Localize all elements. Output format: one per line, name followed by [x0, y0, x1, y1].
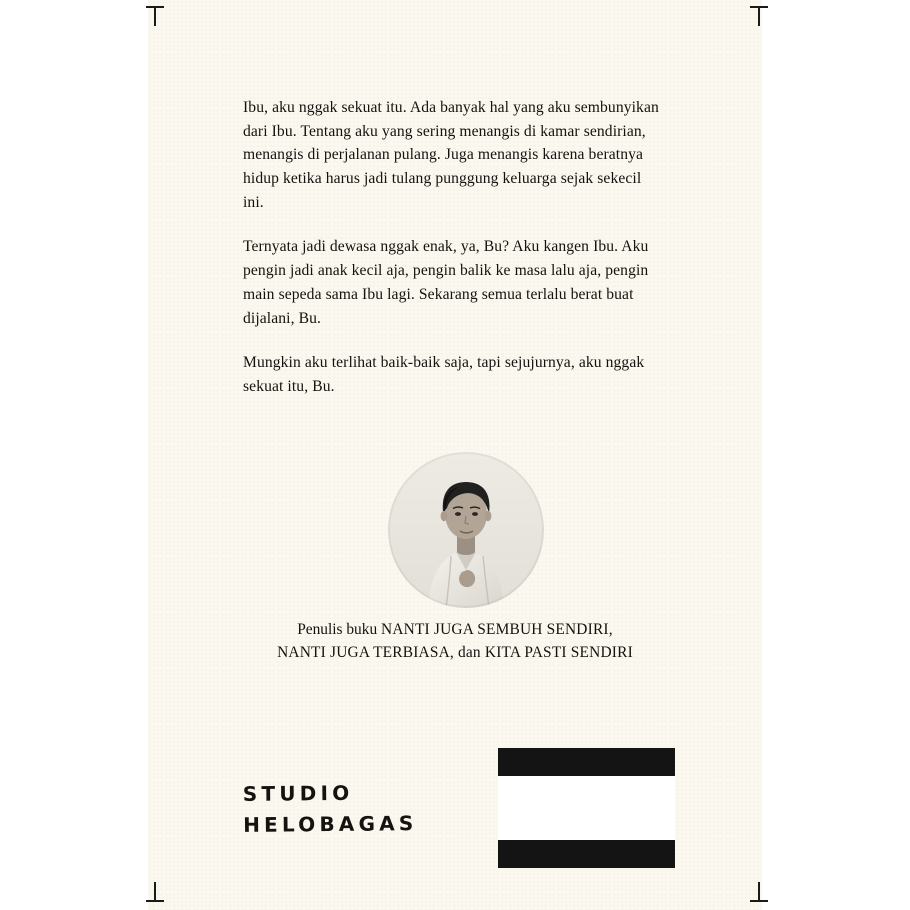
- studio-wordmark: [243, 777, 418, 841]
- cover-body-copy: [243, 96, 663, 399]
- publisher-flag-logo: [498, 748, 675, 868]
- wordmark-line-2: HELOBAGAS: [243, 811, 418, 837]
- paragraph-3: Mungkin aku terlihat baik-baik saja, tapi sejujurnya, aku nggak sekuat itu, Bu.: [243, 354, 645, 395]
- flag-field: [498, 776, 675, 840]
- caption-titles-line-1: NANTI JUGA SEMBUH SENDIRI,: [381, 621, 613, 638]
- author-caption: [225, 618, 685, 664]
- author-portrait: [388, 452, 544, 608]
- crop-mark-top-right: [748, 6, 768, 26]
- crop-mark-top-left: [146, 6, 166, 26]
- paragraph-2: Ternyata jadi dewasa nggak enak, ya, Bu? Aku kangen Ibu. Aku pengin jadi anak kecil aja, pengin balik ke masa lalu aja, pengin main sepeda sama Ibu lagi. Sekarang semua terlalu berat buat dijalani, Bu.: [243, 238, 649, 327]
- flag-bar-bottom: [498, 840, 675, 868]
- caption-line-1: [225, 618, 685, 641]
- paragraph-1: Ibu, aku nggak sekuat itu. Ada banyak hal yang aku sembunyikan dari Ibu. Tentang aku yang sering menangis di kamar sendirian, menangis di perjalanan pulang. Juga menangis karena beratnya hidup ketika harus jadi tulang punggung keluarga sejak sekecil ini.: [243, 99, 659, 211]
- wordmark-line-1: STUDIO: [242, 780, 354, 806]
- caption-line-2: NANTI JUGA TERBIASA, dan KITA PASTI SENDIRI: [277, 644, 633, 662]
- crop-mark-bottom-right: [748, 882, 768, 902]
- flag-bar-top: [498, 748, 675, 776]
- caption-prefix: Penulis buku: [297, 621, 381, 638]
- crop-mark-bottom-left: [146, 882, 166, 902]
- book-back-cover-sheet: [148, 0, 762, 910]
